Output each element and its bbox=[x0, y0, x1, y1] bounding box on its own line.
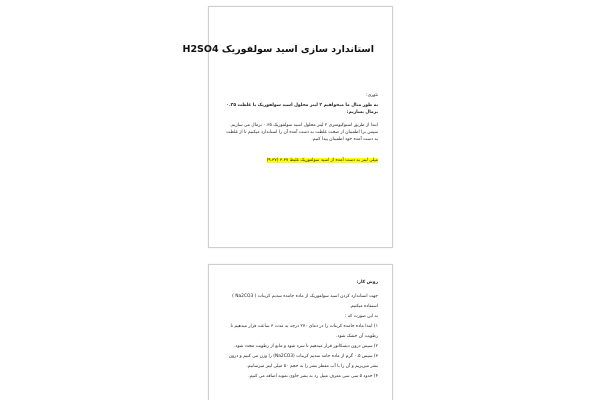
body-line-3: به دست آمده خود اطمینان پیدا کنیم. bbox=[311, 137, 378, 142]
procedure-body bbox=[219, 293, 378, 383]
highlighted-text: میلی لیتر به دست آمده از اسید سولفوریک غلیظ ۳.۳۷ (۹.۳۷) bbox=[266, 158, 378, 163]
procedure-heading: روش کار: bbox=[356, 280, 378, 285]
theory-label: تئوری: bbox=[366, 93, 378, 98]
document-title: استاندارد سازی اسید سولفوریک H2SO4 bbox=[182, 44, 374, 55]
document-page-1 bbox=[182, 6, 393, 248]
body-line-1: ابتدا از طریق استوکیومتری ۲ لیتر محلول اسید سولفوریک ۰.۳۵ نرمال می سازیم. bbox=[229, 123, 378, 128]
procedure-line-2: استفاده میکنیم. bbox=[349, 304, 378, 309]
theory-section bbox=[219, 92, 378, 99]
procedure-line-6: ۲) سپس درون دیسکاتور قرار میدهیم تا سرد شود و مانع از رطوبت مجدد شود. bbox=[234, 344, 378, 349]
example-section bbox=[219, 102, 378, 116]
example-line: به طور مثال ما میخواهیم ۲ لیتر محلول اسید سولفوریک با غلظت ۰.۳۵ نرمال بسازیم: bbox=[226, 103, 378, 115]
body-line-2: سپس برا اطمینان از صحت غلظت به دست آمده آن را استاندارد میکنیم تا از غلظت bbox=[226, 130, 378, 135]
procedure-line-3: به این صورت که : bbox=[344, 314, 378, 319]
procedure-line-5: رطوبت آن خشک شود. bbox=[336, 334, 378, 339]
procedure-line-4: ۱) ابتدا ماده جامده کربنات را در دمای ۲۷۰ درجه به مدت ۳ ساعت قرار میدهیم تا bbox=[230, 324, 378, 329]
procedure-line-7: ۳) سپس ۰.۵ گرم از ماده جامد سدیم کربنات (Na2CO3) را وزن می کنیم و درون bbox=[228, 354, 378, 359]
procedure-line-8: بشر میریزیم و آن را با آب مقطر بشر را به حجم ۵۰ میلی لیتر میرسانیم. bbox=[246, 364, 378, 369]
procedure-line-9: ۴) حدود ۵ سی سی معرف متیل رد به بشر حاوی نمونه اضافه می کنیم. bbox=[248, 374, 378, 379]
highlight-line-wrap bbox=[219, 157, 378, 164]
body-paragraph bbox=[219, 122, 378, 143]
procedure-heading-block bbox=[219, 279, 378, 286]
document-page-2 bbox=[208, 264, 393, 400]
procedure-line-1: جهت استاندارد کردن اسید سولفوریک از ماده جامده سدیم کربنات ( Na2CO3 ) bbox=[232, 294, 378, 299]
highlight-section bbox=[219, 157, 378, 164]
